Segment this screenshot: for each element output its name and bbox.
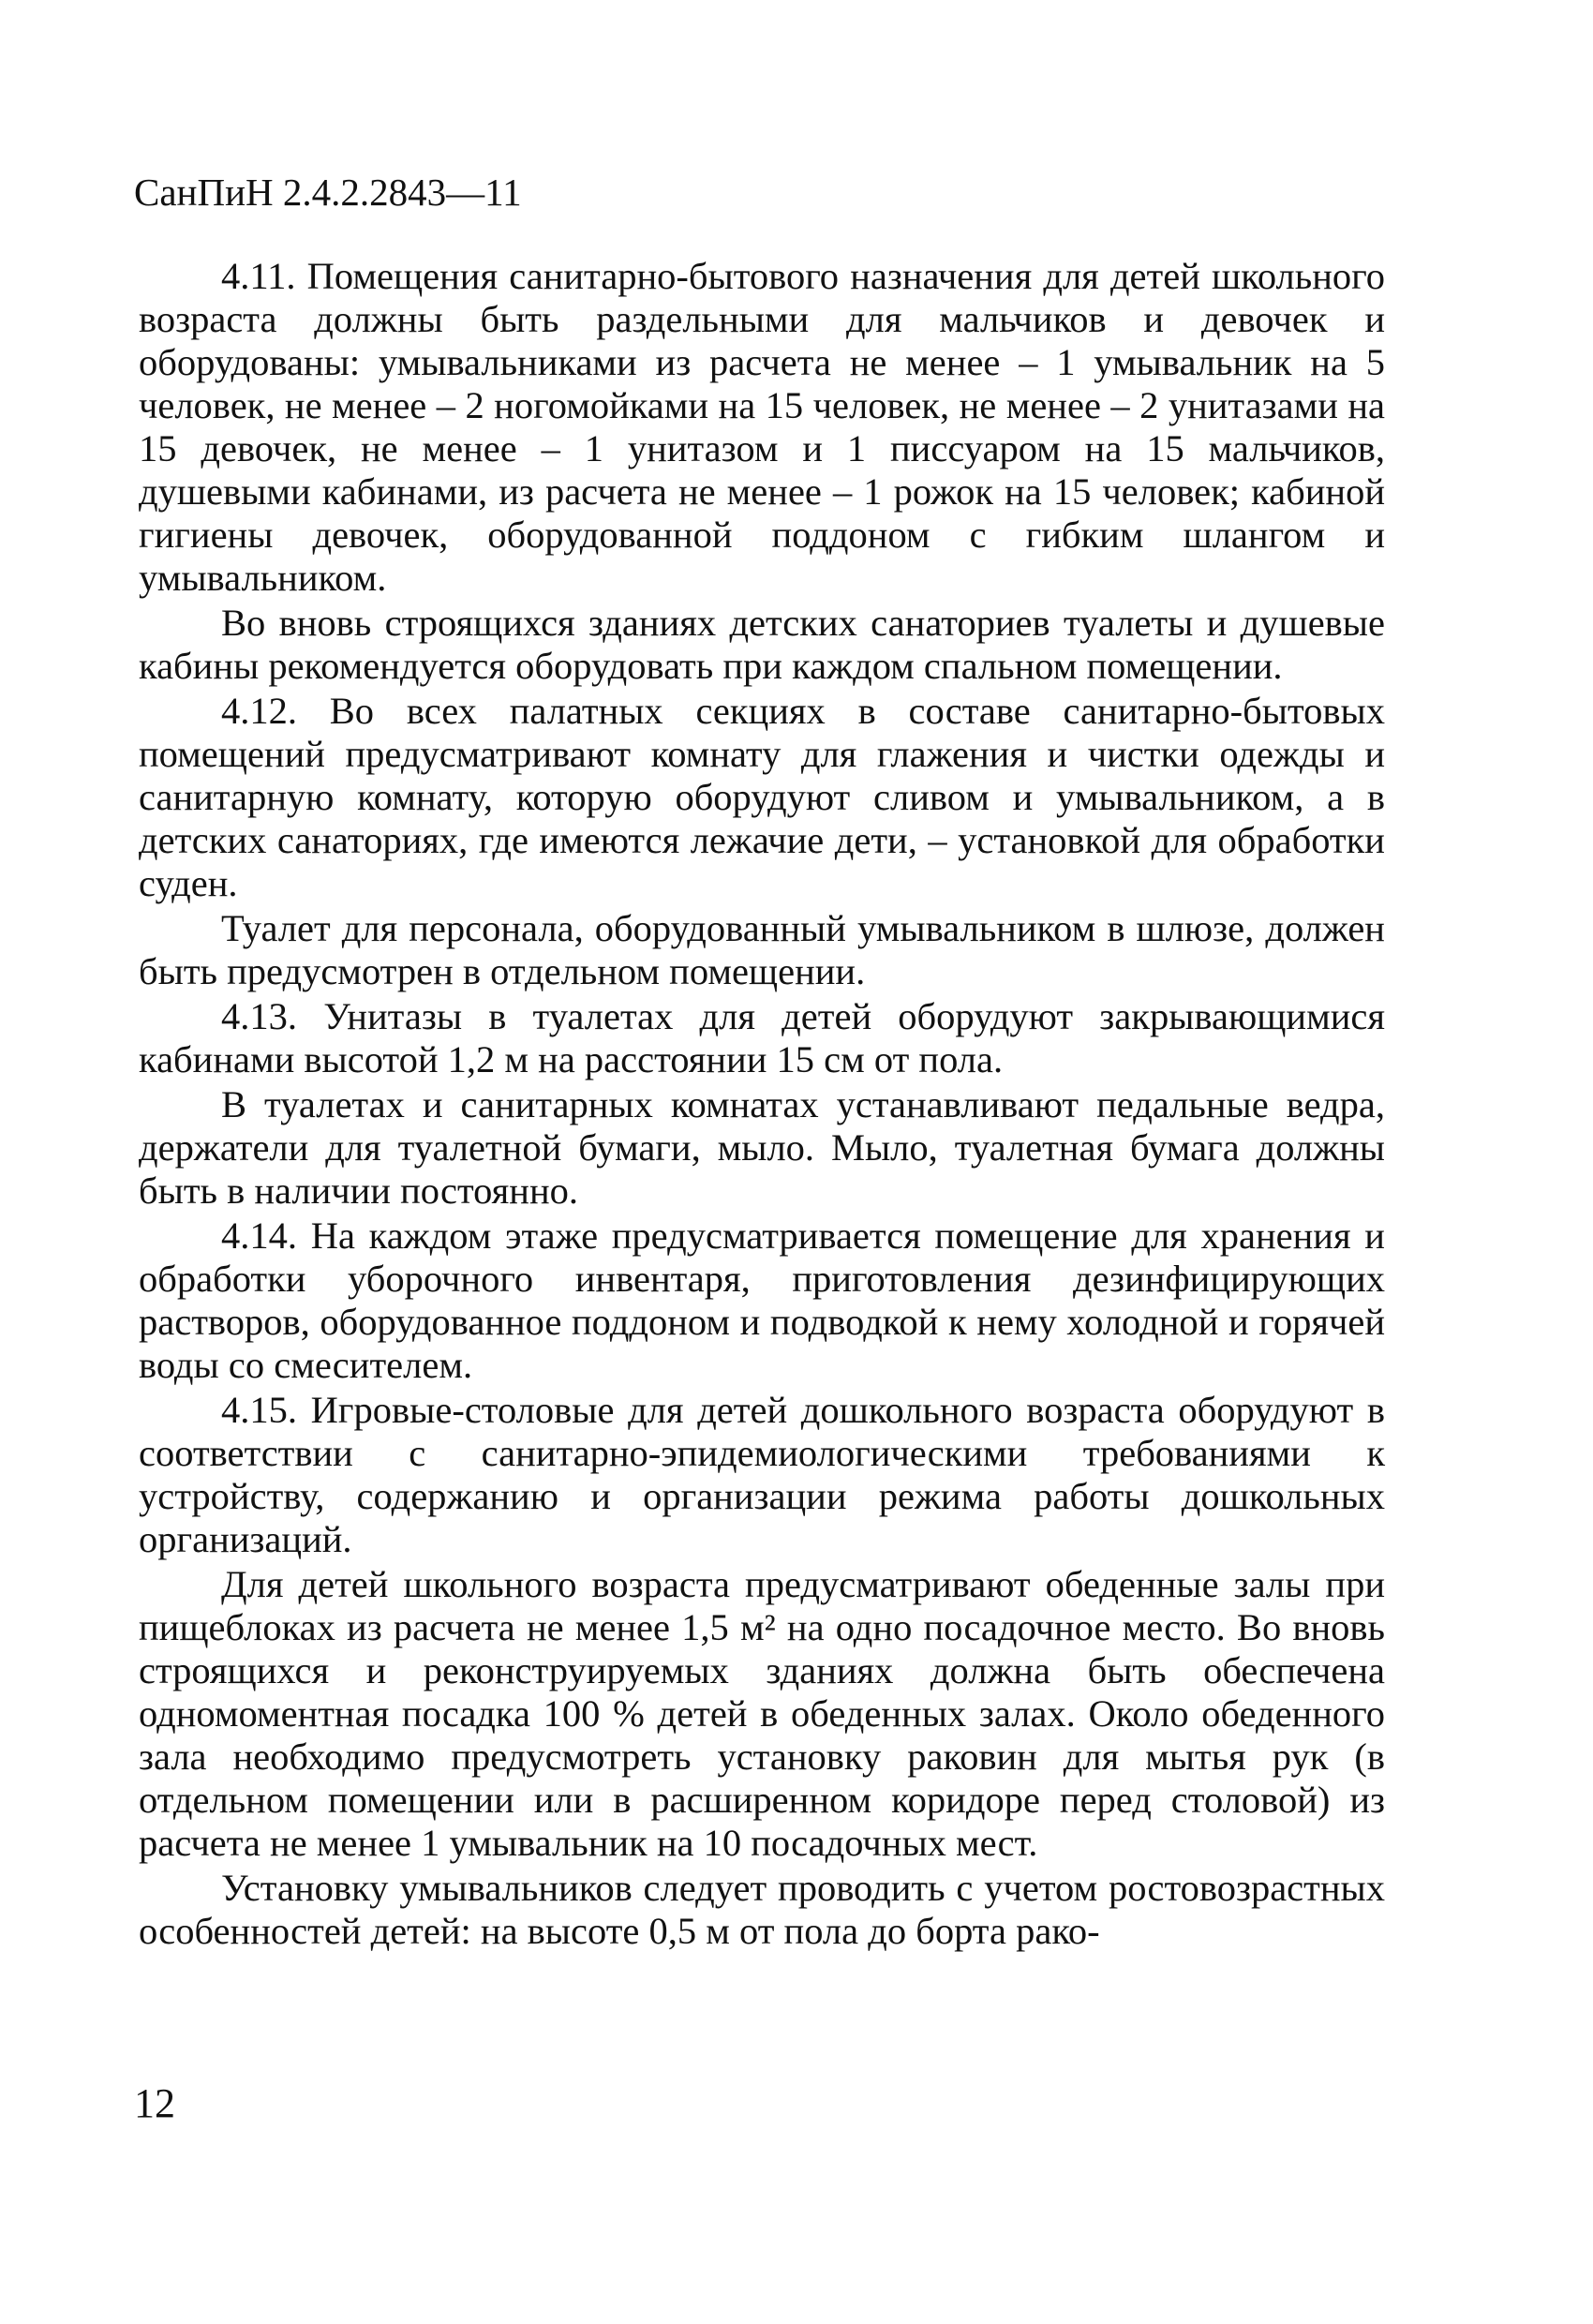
document-body	[139, 255, 1385, 1955]
paragraph-4-12: 4.12. Во всех палатных секциях в составе санитарно-бытовых помещений предусматривают комнату для глажения и чистки одежды и санитарную комнату, которую оборудуют сливом и умывальником, а в детских санаториях, где имеются лежачие дети, – установкой для обработки суден.	[139, 690, 1385, 904]
running-header: СанПиН 2.4.2.2843—11	[134, 171, 522, 214]
paragraph-sanatorium-showers: Во вновь строящихся зданиях детских санаториев туалеты и душевые кабины рекомендуется оборудовать при каждом спальном помещении.	[139, 602, 1385, 687]
page-number: 12	[134, 2080, 175, 2126]
paragraph-4-11: 4.11. Помещения санитарно-бытового назначения для детей школьного возраста должны быть раздельными для мальчиков и девочек и оборудованы: умывальниками из расчета не менее – 1 умывальник на 5 человек, не менее – 2 ногомойками на 15 человек, не менее – 2 унитазами на 15 девочек, не менее – 1 унитазом и 1 писсуаром на 15 мальчиков, душевыми кабинами, из расчета не менее – 1 рожок на 15 человек; кабиной гигиены девочек, оборудованной поддоном с гибким шлангом и умывальником.	[139, 255, 1385, 599]
paragraph-4-15: 4.15. Игровые-столовые для детей дошкольного возраста оборудуют в соответствии с санитарно-эпидемиологическими требованиями к устройству, содержанию и организации режима работы дошкольных организаций.	[139, 1389, 1385, 1560]
paragraph-dining-halls: Для детей школьного возраста предусматривают обеденные залы при пищеблоках из расчета не менее 1,5 м² на одно посадочное место. Во вновь строящихся и реконструируемых зданиях должна быть обеспечена одномоментная посадка 100 % детей в обеденных залах. Около обеденного зала необходимо предусмотреть установку раковин для мытья рук (в отдельном помещении или в расширенном коридоре перед столовой) из расчета не менее 1 умывальник на 10 посадочных мест.	[139, 1563, 1385, 1864]
paragraph-toilet-supplies: В туалетах и санитарных комнатах устанавливают педальные ведра, держатели для туалетной бумаги, мыло. Мыло, туалетная бумага должны быть в наличии постоянно.	[139, 1083, 1385, 1212]
paragraph-staff-toilet: Туалет для персонала, оборудованный умывальником в шлюзе, должен быть предусмотрен в отдельном помещении.	[139, 907, 1385, 992]
paragraph-4-13: 4.13. Унитазы в туалетах для детей оборудуют закрывающимися кабинами высотой 1,2 м на расстоянии 15 см от пола.	[139, 995, 1385, 1080]
paragraph-4-14: 4.14. На каждом этаже предусматривается помещение для хранения и обработки уборочного инвентаря, приготовления дезинфицирующих растворов, оборудованное поддоном и подводкой к нему холодной и горячей воды со смесителем.	[139, 1214, 1385, 1386]
paragraph-washbasins: Установку умывальников следует проводить с учетом ростовозрастных особенностей детей: на высоте 0,5 м от пола до борта рако-	[139, 1867, 1385, 1952]
